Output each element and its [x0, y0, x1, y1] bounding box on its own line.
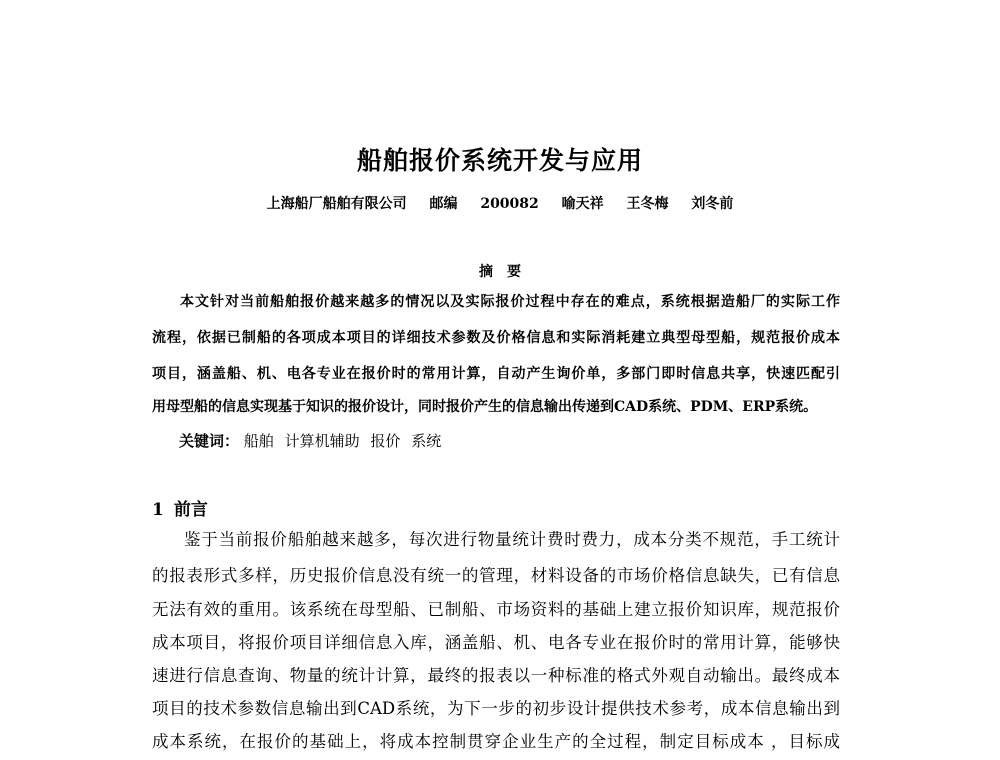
author-name: 喻天祥	[561, 196, 604, 212]
paper-title: 船舶报价系统开发与应用	[356, 146, 643, 175]
section-title: 前言	[173, 500, 208, 520]
body-line: 项目的技术参数信息输出到CAD系统，为下一步的初步设计提供技术参考，成本信息输出到	[152, 699, 840, 718]
keyword: 报价	[370, 432, 401, 450]
body-line: 成本系统，在报价的基础上，将成本控制贯穿企业生产的全过程，制定目标成本 ，目标成	[152, 732, 840, 751]
postcode: 200082	[480, 196, 539, 212]
author-line	[0, 193, 1000, 213]
keyword: 船舶	[243, 432, 274, 450]
body-line: 速进行信息查询、物量的统计计算，最终的报表以一种标准的格式外观自动输出。最终成本	[152, 666, 840, 685]
body-line: 鉴于当前报价船舶越来越多，每次进行物量统计费时费力，成本分类不规范，手工统计	[184, 530, 840, 549]
section-heading	[152, 495, 208, 520]
keywords-label: 关键词：	[179, 432, 240, 450]
abstract-line: 用母型船的信息实现基于知识的报价设计，同时报价产生的信息输出传递到CAD系统、PDM、ERP系统。	[152, 399, 818, 415]
keywords-line	[179, 430, 447, 451]
abstract-heading: 摘要	[479, 264, 535, 280]
body-line: 成本项目，将报价项目详细信息入库，涵盖船、机、电各专业在报价时的常用计算，能够快	[152, 633, 840, 652]
author-name: 王冬梅	[626, 196, 669, 212]
abstract-line: 项目，涵盖船、机、电各专业在报价时的常用计算，自动产生询价单，多部门即时信息共享，快速匹配引	[152, 366, 840, 382]
postcode-label: 邮编	[429, 196, 458, 212]
abstract-line: 本文针对当前船舶报价越来越多的情况以及实际报价过程中存在的难点，系统根据造船厂的实际工作	[180, 294, 840, 310]
author-name: 刘冬前	[691, 196, 734, 212]
body-line: 无法有效的重用。该系统在母型船、已制船、市场资料的基础上建立报价知识库，规范报价	[152, 600, 840, 619]
section-number: 1	[152, 500, 164, 520]
body-line: 的报表形式多样，历史报价信息没有统一的管理，材料设备的市场价格信息缺失，已有信息	[152, 566, 840, 585]
affiliation: 上海船厂船舶有限公司	[266, 196, 407, 212]
keyword: 计算机辅助	[284, 432, 360, 450]
abstract-line: 流程，依据已制船的各项成本项目的详细技术参数及价格信息和实际消耗建立典型母型船，规范报价成本	[152, 330, 840, 346]
keyword: 系统	[411, 432, 442, 450]
